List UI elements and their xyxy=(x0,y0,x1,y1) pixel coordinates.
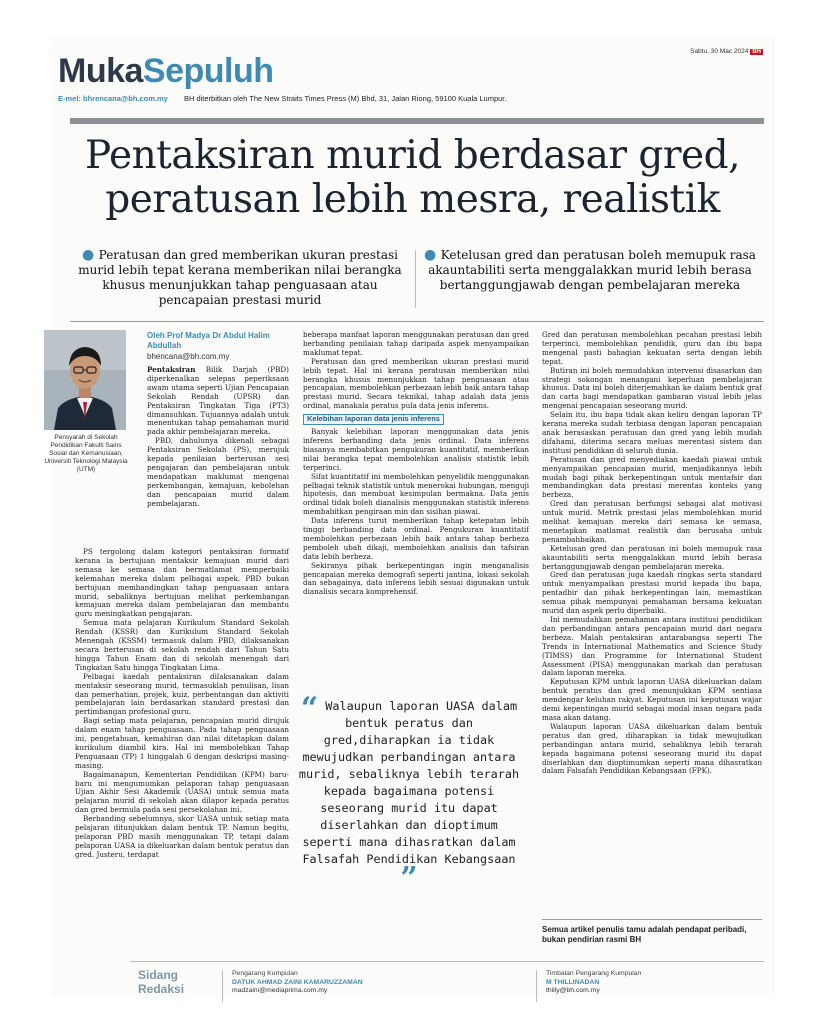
paragraph: Data inferens turut memberikan tahap ketepatan lebih tinggi berbanding data ordinal. Pengukuran kuantitatif membolehkan perbezaan lebih baik antara tahap berbeza pemboleh ubah dikaji, membolehkan analisis dan tafsiran data lebih berbeza. xyxy=(303,516,529,561)
paragraph: Semua mata pelajaran Kurikulum Standard Sekolah Rendah (KSSR) dan Kurikulum Standard Sekolah Menengah (KSSM) termasuk dalam PBD, dilaksanakan secara berterusan di sekolah rendah dari Tahun Satu hingga Tahun Enam dan di sekolah menengah dari Tingkatan Satu hingga Tingkatan Lima. xyxy=(75,618,289,672)
bullet-icon: ● xyxy=(424,247,441,263)
footer-logo-line-2: Redaksi xyxy=(138,982,185,996)
footer-divider xyxy=(536,970,537,1002)
paragraph: PBD, dahulunya dikenali sebagai Pentaksiran Sekolah (PS), merujuk kepada penilaian berterusan sesi pengajaran dan pembelajaran untuk mendapatkan maklumat mengenai perkembangan, kemajuan, kebolehan dan pencapaian murid dalam pembelajaran. xyxy=(147,436,289,508)
paragraph: Gred dan peratusan juga kaedah ringkas serta standard untuk menyampaikan prestasi murid kepada ibu bapa, pentadbir dan pihak berkepentingan lain, memastikan semua pihak mempunyai pemahaman bersama kekuatan murid dan aspek perlu diperbaiki. xyxy=(542,570,762,616)
paragraph: PS tergolong dalam kategori pentaksiran formatif kerana ia bertujuan mentaksir kemajuan murid dari semasa ke semasa dan bermatlamat memperbaiki kelemahan mereka dalam pelbagai aspek. PBD bukan bertujuan membandingkan tahap penguasaan antara murid, sebaliknya bertujuan melihat perkembangan kemajuan mereka dalam pembelajaran dan membantu guru meningkatkan pengajaran. xyxy=(75,548,289,619)
date-text: Sabtu, 30 Mac 2024 xyxy=(690,48,749,55)
masthead-part2: Sepuluh xyxy=(142,52,274,90)
lead-word: Pentaksiran xyxy=(147,366,196,374)
lead-text: Bilik Darjah (PBD) diperkenalkan selepas peperiksaan awam utama seperti Ujian Pencapaian Sekolah Rendah (UPSR) dan Pentaksiran Tingkatan Tiga (PT3) dimansuhkan. Tujuannya adalah untuk menentukan tahap pemahaman murid pada akhir pembelajaran mereka. xyxy=(147,366,289,437)
author-email: bhencana@bh.com.my xyxy=(147,352,230,361)
paragraph: Butiran ini boleh memudahkan intervensi disasarkan dan strategi sokongan menangani keperluan pembelajaran khusus. Data ini boleh diterjemahkan ke dalam bentuk graf dan carta bagi mendapatkan gambaran visual lebih jelas mengenai pencapaian seseorang murid. xyxy=(542,365,762,411)
highlight-1-text: Peratusan dan gred memberikan ukuran prestasi murid lebih tepat kerana memberikan nilai berangka khusus menunjukkan tahap penguasaan atau pencapaian prestasi murid xyxy=(78,248,402,307)
paragraph: Selain itu, ibu bapa tidak akan keliru dengan laporan TP kerana mereka sudah terbiasa dengan laporan pencapaian anak berasaskan peratusan dan gred yang lebih mudah difahami, diterima secara meluas merentasi sistem dan institusi pendidikan di seluruh dunia. xyxy=(542,410,762,455)
header-divider-band xyxy=(70,118,764,124)
headline-line-2: peratusan lebih mesra, realistik xyxy=(105,177,720,222)
article-column-3 xyxy=(542,331,762,911)
paragraph: Ketelusan gred dan peratusan ini boleh memupuk rasa akauntabiliti serta menggalakkan murid lebih berasa bertanggungjawab dengan pembelajaran mereka. xyxy=(542,543,762,571)
deputy-name: M THILLINADAN xyxy=(546,978,600,986)
deputy-email: thilly@bh.com.my xyxy=(546,987,600,994)
paragraph: Sifat kuantitatif ini membolehkan penyelidik menggunakan pelbagai teknik statistik untuk menerokai hubungan, menguji hipotesis, dan membuat kesimpulan bermakna. Data jenis ordinal tidak boleh dianalisis menggunakan statistik inferens membabitkan pengiraan min dan sisihan piawai. xyxy=(303,471,529,517)
pull-quote xyxy=(298,691,520,896)
article-column-1-top xyxy=(147,366,289,546)
footer-logo xyxy=(138,968,184,996)
highlight-1 xyxy=(70,248,410,308)
highlight-rule xyxy=(70,321,764,322)
contact-email: E-mel: bhrencana@bh.com.my xyxy=(58,94,168,103)
editor-role: Pengarang Kumpulan xyxy=(232,970,298,977)
editor-email: madzaini@mediaprima.com.my xyxy=(232,987,328,994)
highlight-2 xyxy=(420,248,760,293)
author-photo xyxy=(44,330,126,430)
close-quote-icon: ” xyxy=(400,861,418,896)
pull-quote-text: Walaupun laporan UASA dalam bentuk peratus dan gred,diharapkan ia tidak mewujudkan perbandingan antara murid, sebaliknya lebih terarah kepada bagaimana potensi seseorang murid itu dapat diserlahkan dan dioptimum seperti mana dihasratkan dalam Falsafah Pendidikan Kebangsaan xyxy=(298,699,520,866)
paragraph: Berbanding sebelumnya, skor UASA untuk setiap mata pelajaran ditunjukkan dalam bentuk TP. Namun begitu, pelaporan PBD masih menggunakan TP, tetapi dalam pelaporan UASA ia dikeluarkan dalam bentuk peratus dan gred. Justeru, terdapat xyxy=(75,814,289,859)
footer-editor xyxy=(232,970,512,996)
disclaimer: Semua artikel penulis tamu adalah pendapat peribadi, bukan pendirian rasmi BH xyxy=(542,925,747,944)
section-masthead xyxy=(58,52,274,91)
lead-paragraph xyxy=(147,366,289,437)
bh-badge: BH xyxy=(752,49,761,55)
paragraph: Peratusan dan gred menyediakan kaedah piawai untuk menyampaikan pencapaian murid, menjadikannya lebih mudah bagi pihak berkepentingan untuk mentafsir dan membandingkan data prestasi merentas konteks yang berbeza. xyxy=(542,454,762,500)
author-portrait-illustration xyxy=(44,330,126,430)
article-column-2 xyxy=(303,331,529,676)
paragraph: Gred dan peratusan berfungsi sebagai alat motivasi untuk murid. Metrik prestasi jelas membolehkan murid melihat kemajuan mereka dari semasa ke semasa, menetapkan matlamat realistik dan berusaha untuk penambahbaikan. xyxy=(542,499,762,544)
paragraph: Bagi setiap mata pelajaran, pencapaian murid dirujuk dalam enam tahap penguasaan. Pada tahap penguasaan ini, pengetahuan, kemahiran dan nilai ditetapkan dalam kurikulum diambil kira. Hal ini membolehkan Tahap Penguasaan (TP) 1 hinggalah 6 dengan deskripsi masing-masing. xyxy=(75,716,289,770)
headline-line-1: Pentaksiran murid berdasar gred, xyxy=(85,133,740,178)
article-column-1-bottom xyxy=(75,548,289,956)
paragraph: Ini memudahkan pemahaman antara institusi pendidikan dan perbandingan antara pencapaian murid dari negara berbeza. Malah pentaksiran antarabangsa seperti The Trends in International Mathematics and Science Study (TIMSS) dan Programme for International Student Assessment (PISA) menggunakan markah dan peratusan dalam laporan mereka. xyxy=(542,615,762,678)
author-byline: Oleh Prof Madya Dr Abdul Halim Abdullah xyxy=(147,331,270,350)
bullet-icon: ● xyxy=(82,247,99,263)
paragraph: Gred dan peratusan membolehkan pecahan prestasi lebih terperinci, membolehkan pendidik, guru dan ibu bapa mengenal pasti bahagian kekuatan serta dengan lebih tepat. xyxy=(542,331,762,366)
paragraph: Sekiranya pihak berkepentingan ingin menganalisis pencapaian mereka demografi seperti jantina, lokasi sekolah dan sebagainya, data inferens lebih sesuai digunakan untuk dianalisis secara komprehensif. xyxy=(303,560,529,597)
masthead-part1: Muka xyxy=(58,52,143,90)
disclaimer-rule xyxy=(542,919,762,920)
footer-deputy xyxy=(546,970,766,996)
contact-line xyxy=(58,94,506,103)
newspaper-page xyxy=(44,38,775,998)
headline xyxy=(50,134,775,222)
open-quote-icon: “ xyxy=(300,691,319,726)
highlight-2-text: Ketelusan gred dan peratusan boleh memupuk rasa akauntabiliti serta menggalakkan murid lebih berasa bertanggungjawab dengan pembelajaran mereka xyxy=(428,248,756,292)
paragraph: Banyak kelebihan laporan menggunakan data jenis inferens berbanding data jenis ordinal. Data inferens biasanya membabitkan pengukuran kuantitatif, memberikan nilai berangka tepat membolehkan analisis statistik lebih terperinci. xyxy=(303,427,529,472)
publisher-info: BH diterbitkan oleh The New Straits Times Press (M) Bhd, 31, Jalan Riong, 59100 Kuala Lumpur. xyxy=(183,94,507,103)
footer-divider xyxy=(222,970,223,1002)
paragraph: beberapa manfaat laporan menggunakan peratusan dan gred berbanding penilaian tahap daripada aspek menyampaikan maklumat tepat. xyxy=(303,331,529,357)
paragraph: Walaupun laporan UASA dikeluarkan dalam bentuk peratus dan gred, diharapkan ia tidak mewujudkan perbandingan antara murid, sebaliknya lebih terarah kepada bagaimana potensi seseorang murid itu dapat diserlahkan dan dioptimumkan seperti mana dihasratkan dalam Falsafah Pendidikan Kebangsaan (FPK). xyxy=(542,721,762,776)
subheading: Kelebihan laporan data jenis inferens xyxy=(303,414,444,425)
footer-rule xyxy=(130,961,764,962)
footer-logo-line-1: Sidang xyxy=(138,968,179,982)
dateline xyxy=(690,48,763,55)
paragraph: Peratusan dan gred memberikan ukuran prestasi murid lebih tepat. Hal ini kerana peratusan memberikan nilai berangka khusus menunjukkan tahap penguasaan atau pencapaian, membolehkan perbezaan lebih baik antara tahap prestasi murid. Secara teknikal, tahap adalah data jenis ordinal, manakala peratus pula data jenis inferens. xyxy=(303,356,529,411)
paragraph: Keputusan KPM untuk laporan UASA dikeluarkan dalam bentuk peratus dan gred menunjukkan KPM sentiasa mendengar keluhan rakyat. Keputusan ini keputusan wajar demi kepentingan murid sebagai modal insan negara pada masa akan datang. xyxy=(542,677,762,722)
paragraph: Pelbagai kaedah pentaksiran dilaksanakan dalam mentaksir seseorang murid, termasuklah penulisan, lisan dan pemerhatian, projek, kuiz, perbentangan dan aktiviti pembelajaran lain berdasarkan standard prestasi dan pertimbangan profesional guru. xyxy=(75,671,289,717)
deputy-role: Timbalan Pengarang Kumpulan xyxy=(546,970,642,977)
paragraph: Bagaimanapun, Kementerian Pendidikan (KPM) baru-baru ini mengumumkan pelaporan tahap penguasaan Ujian Akhir Sesi Akademik (UASA) untuk semua mata pelajaran murid di sekolah akan dilapor kepada peratus dan gred bermula pada sesi persekolahan ini. xyxy=(75,769,289,815)
author-caption: Pensyarah di Sekolah Pendidikan Fakulti Sains Sosial dan Kemanusiaan, Universiti Teknologi Malaysia (UTM) xyxy=(44,434,128,473)
editor-name: DATUK AHMAD ZAINI KAMARUZZAMAN xyxy=(232,978,363,986)
highlight-divider xyxy=(415,250,416,308)
